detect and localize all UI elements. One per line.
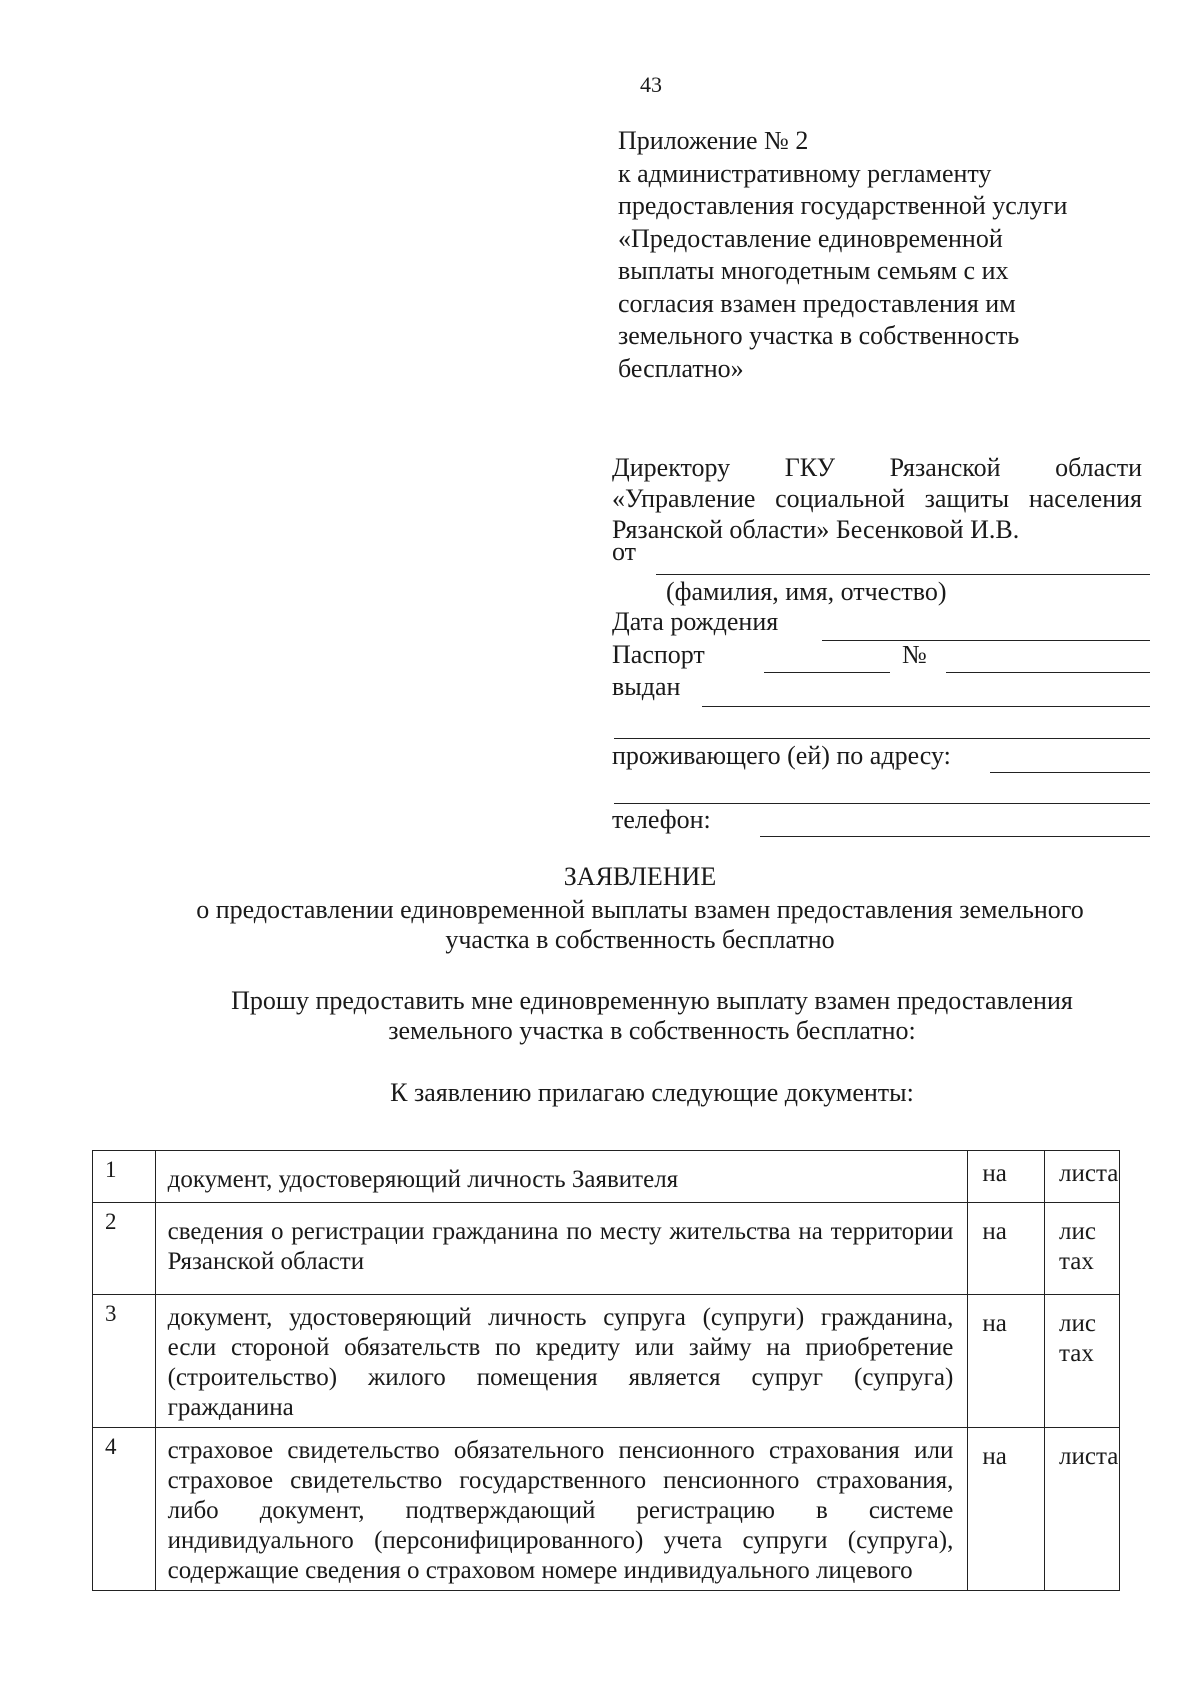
address-underline[interactable] xyxy=(990,772,1150,773)
fio-caption: (фамилия, имя, отчество) xyxy=(666,577,947,606)
document-sheets: лис тах xyxy=(1045,1295,1120,1428)
document-sheets: лис тах xyxy=(1045,1203,1120,1295)
table-row xyxy=(93,1295,1120,1428)
appendix-line: «Предоставление единовременной xyxy=(618,223,1003,253)
passport-number-sign: № xyxy=(902,640,927,669)
issued-underline-2[interactable] xyxy=(614,738,1150,739)
statement-subtitle-1: о предоставлении единовременной выплаты взамен предоставления земельного xyxy=(196,895,1084,924)
table-row xyxy=(93,1203,1120,1295)
phone-label: телефон: xyxy=(612,805,711,834)
addressee-word: Рязанской xyxy=(889,453,1001,482)
passport-label: Паспорт xyxy=(612,640,705,669)
page-number: 43 xyxy=(640,72,662,97)
birth-label: Дата рождения xyxy=(612,607,779,636)
phone-underline[interactable] xyxy=(760,836,1150,837)
birth-date-underline[interactable] xyxy=(822,640,1150,641)
row-number: 4 xyxy=(93,1428,156,1591)
document-na: на xyxy=(968,1151,1045,1203)
row-number: 3 xyxy=(93,1295,156,1428)
appendix-line: Приложение № 2 xyxy=(618,126,809,155)
table-row xyxy=(93,1151,1120,1203)
address-label: проживающего (ей) по адресу: xyxy=(612,741,951,770)
documents-table xyxy=(92,1150,1120,1591)
addressee-line-2 xyxy=(612,483,1142,514)
addressee-word: области xyxy=(1055,453,1142,482)
document-text: страховое свидетельство обязательного пенсионного страхования или страховое свидетельство государственного пенсионного страхования, либо документ, подтверждающий регистрацию в системе индивидуального (персонифицированного) учета супруги (супруга), содержащие сведения о страховом номере индивидуального лицевого xyxy=(155,1428,968,1591)
addressee-word: защиты xyxy=(924,484,1010,513)
document-text: документ, удостоверяющий личность супруга (супруги) гражданина, если стороной обязательств по кредиту или займу на приобретение (строительство) жилого помещения является супруг (супруга) гражданина xyxy=(155,1295,968,1428)
address-underline-2[interactable] xyxy=(614,803,1150,804)
issued-label: выдан xyxy=(612,672,681,701)
document-sheets: листа xyxy=(1045,1428,1120,1591)
table-row xyxy=(93,1428,1120,1591)
row-number: 2 xyxy=(93,1203,156,1295)
document-sheets: листа xyxy=(1045,1151,1120,1203)
document-na: на xyxy=(968,1428,1045,1591)
document-na: на xyxy=(968,1203,1045,1295)
addressee-word: социальной xyxy=(775,484,905,513)
appendix-header xyxy=(618,125,1138,385)
request-line-2: земельного участка в собственность бесплатно: xyxy=(388,1016,916,1045)
fio-underline[interactable] xyxy=(656,574,1150,575)
appendix-line: выплаты многодетным семьям с их xyxy=(618,256,1009,285)
issued-underline[interactable] xyxy=(702,706,1150,707)
addressee-line-1 xyxy=(612,452,1142,483)
passport-number-underline[interactable] xyxy=(946,672,1150,673)
addressee-word: Директору xyxy=(612,453,731,482)
document-text: документ, удостоверяющий личность Заявителя xyxy=(155,1151,968,1203)
statement-title: ЗАЯВЛЕНИЕ xyxy=(563,862,717,891)
addressee-word: «Управление xyxy=(612,484,756,513)
appendix-line: бесплатно» xyxy=(618,353,744,383)
request-line-1: Прошу предоставить мне единовременную выплату взамен предоставления xyxy=(231,986,1073,1015)
row-number: 1 xyxy=(93,1151,156,1203)
appendix-line: к административному регламенту xyxy=(618,158,992,188)
from-label: от xyxy=(612,537,637,566)
statement-subtitle-2: участка в собственность бесплатно xyxy=(445,925,835,954)
appendix-line: предоставления государственной услуги xyxy=(618,191,1068,220)
addressee-word: ГКУ xyxy=(784,453,835,482)
document-text: сведения о регистрации гражданина по месту жительства на территории Рязанской области xyxy=(155,1203,968,1295)
addressee-block xyxy=(612,452,1142,545)
document-na: на xyxy=(968,1295,1045,1428)
addressee-line-3: Рязанской области» Бесенковой И.В. xyxy=(612,515,1020,544)
appendix-line: согласия взамен предоставления им xyxy=(618,288,1016,318)
attachments-intro: К заявлению прилагаю следующие документы: xyxy=(390,1078,914,1107)
appendix-line: земельного участка в собственность xyxy=(618,321,1020,350)
passport-series-underline[interactable] xyxy=(764,672,890,673)
addressee-word: населения xyxy=(1028,484,1142,513)
